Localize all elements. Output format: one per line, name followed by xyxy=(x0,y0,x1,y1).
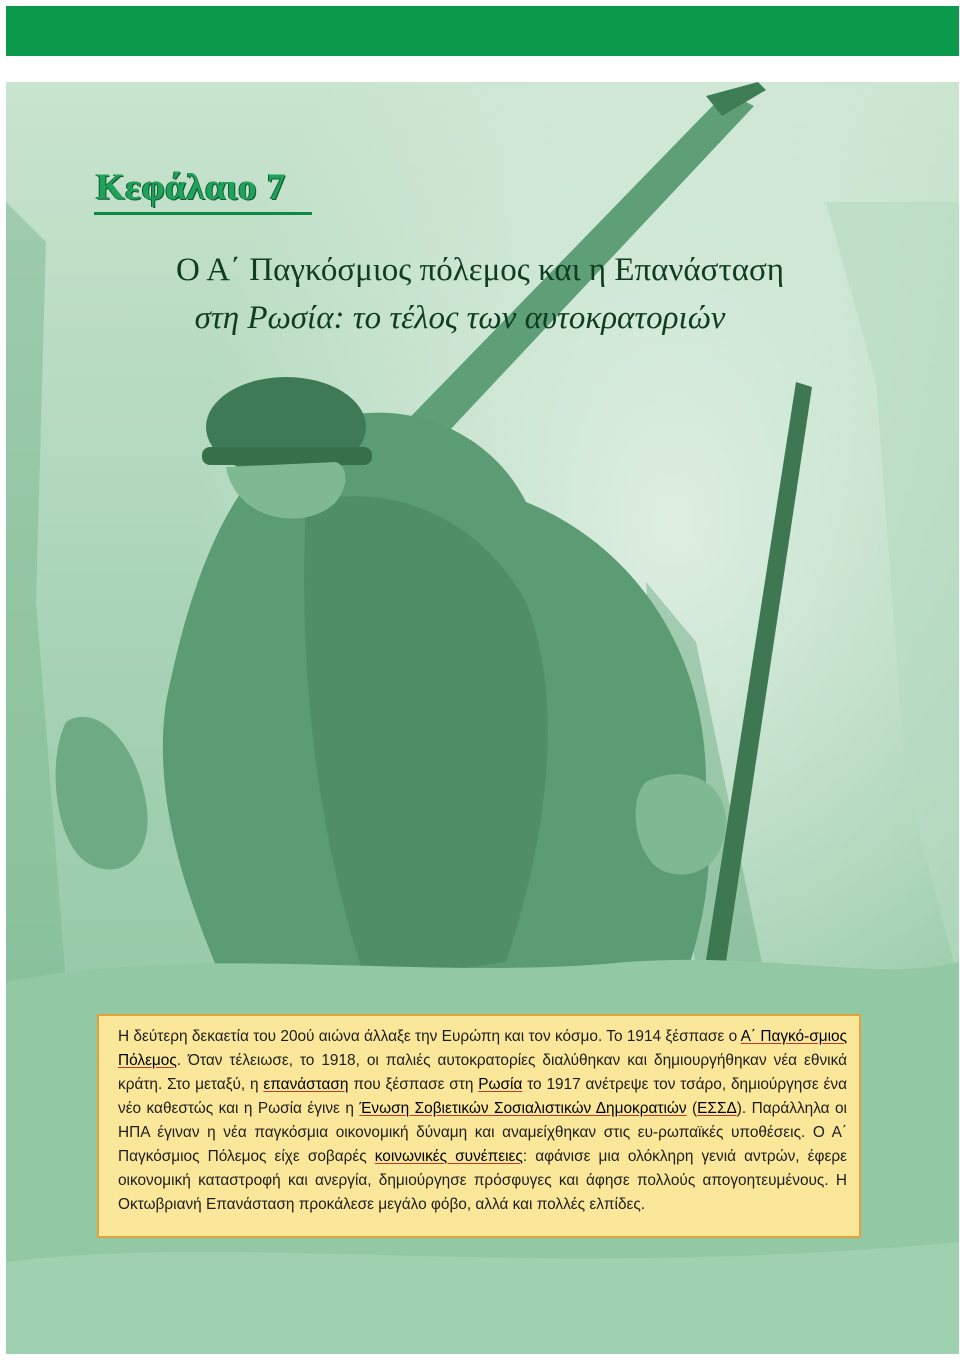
summary-text-segment: το 1917 ανέτρεψε τον τσάρο, δημιούργησε ένα νέο καθεστώς και η Ρωσία έγινε η xyxy=(118,1076,847,1117)
helmet-brim xyxy=(202,447,372,465)
ground-light xyxy=(6,1242,959,1354)
chapter-title-line-2: στη Ρωσία: το τέλος των αυτοκρατοριών xyxy=(194,300,726,336)
keyword-russia: Ρωσία xyxy=(478,1076,523,1093)
top-color-bar xyxy=(6,6,959,56)
summary-text-segment: ). Παράλληλα οι ΗΠΑ έγιναν η νέα παγκόσμια οικονομική δύναμη και αναμείχθηκαν στις ευ-ρωπαϊκές υποθέσεις. Ο Α΄ Παγκόσμιος Πόλεμος είχε σοβαρές xyxy=(118,1100,847,1165)
summary-text-segment: Η δεύτερη δεκαετία του 20ού αιώνα άλλαξε την Ευρώπη και τον κόσμο. Το 1914 ξέσπασε ο xyxy=(118,1028,741,1045)
keyword-social-consequences: κοινωνικές συνέπειες xyxy=(374,1148,523,1165)
keyword-ussr: Ένωση Σοβιετικών Σοσιαλιστικών Δημοκρατιών xyxy=(359,1100,687,1117)
summary-text-segment: . Όταν τέλειωσε, το 1918, οι παλιές αυτοκρατορίες διαλύθηκαν και δημιουργήθηκαν νέα εθνικά κράτη. Στο μεταξύ, η xyxy=(118,1052,847,1093)
summary-text-segment: ( xyxy=(686,1100,698,1117)
chapter-summary-box xyxy=(97,1014,861,1238)
keyword-world-war-1: Α΄ Παγκό-σμιος Πόλεμος xyxy=(118,1028,847,1069)
chapter-summary-text xyxy=(118,1025,847,1217)
chapter-label: Κεφάλαιο 7 xyxy=(96,167,286,208)
chapter-rule xyxy=(94,212,312,215)
summary-text-segment: που ξέσπασε στη xyxy=(348,1076,479,1093)
keyword-revolution: επανάσταση xyxy=(263,1076,349,1093)
chapter-title-line-1: Ο Α΄ Παγκόσμιος πόλεμος και η Επανάσταση xyxy=(175,252,785,288)
summary-text-segment: : αφάνισε μια ολόκληρη γενιά αντρών, έφερε οικονομική καταστροφή και ανεργία, δημιούργησε πρόσφυγες και άφησε πολλούς απογοητευμένους. Η Οκτωβριανή Επανάσταση προκάλεσε μεγάλο φόβο, αλλά και πολλές ελπίδες. xyxy=(118,1148,847,1213)
keyword-essd: ΕΣΣΔ xyxy=(697,1100,737,1117)
